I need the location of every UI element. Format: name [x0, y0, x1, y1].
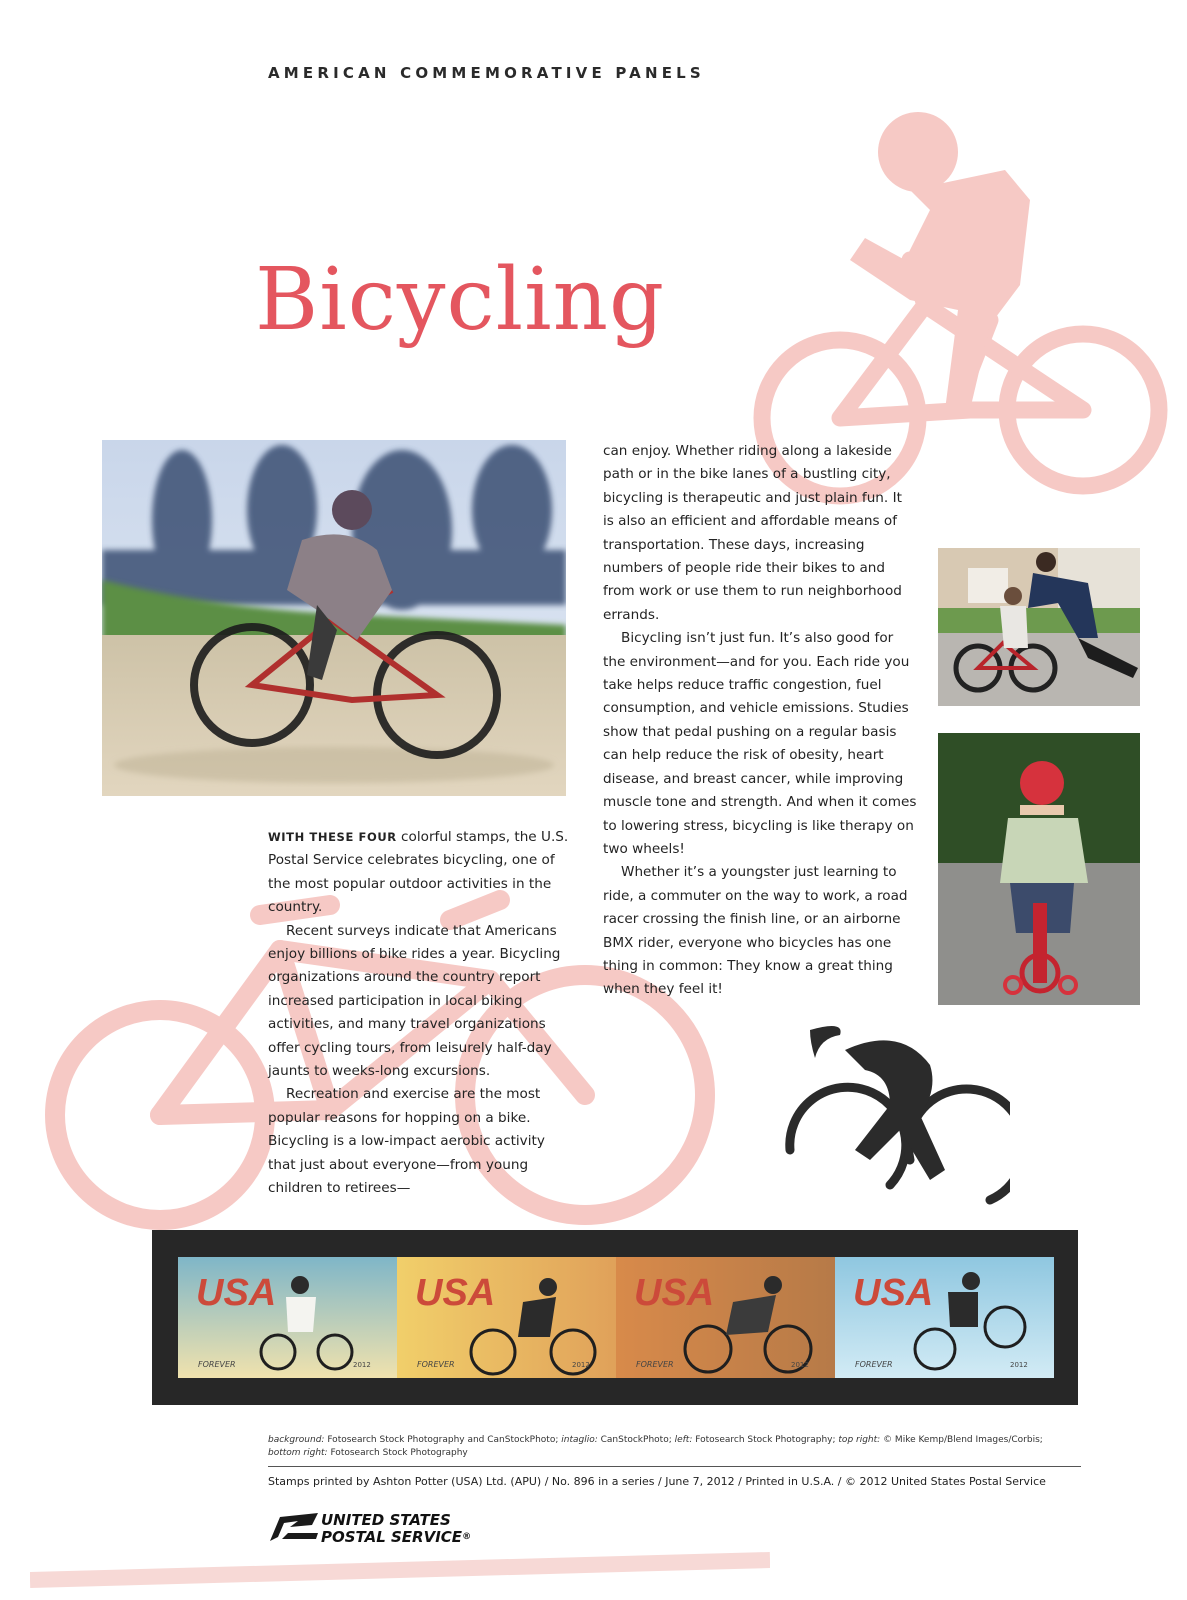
stamp-2-country: USA: [415, 1272, 496, 1314]
stamp-1-denomination: FOREVER: [198, 1360, 236, 1369]
right-paragraph-3: Whether it’s a youngster just learning to ride, a commuter on the way to work, a road racer crossing the finish line, or an airborne BMX rider, everyone who bicycles has one thing in common: They know a great thing when they feel it!: [603, 864, 908, 998]
bottom-right-photo: [938, 733, 1140, 1005]
divider: [268, 1466, 1081, 1467]
stamp-2-year: 2012: [572, 1361, 590, 1369]
print-info: Stamps printed by Ashton Potter (USA) Ltd. (APU) / No. 896 in a series / June 7, 2012 / Printed in U.S.A. / © 2012 United States Postal Service: [268, 1475, 1046, 1488]
stamp-4-denomination: FOREVER: [855, 1360, 893, 1369]
panel-header: AMERICAN COMMEMORATIVE PANELS: [268, 64, 705, 82]
stamp-4-country: USA: [853, 1272, 934, 1314]
stamp-2-denomination: FOREVER: [417, 1360, 455, 1369]
usps-eagle-icon: [268, 1511, 318, 1543]
stamp-1-year: 2012: [353, 1361, 371, 1369]
stamp-3-denomination: FOREVER: [636, 1360, 674, 1369]
main-photo: [102, 440, 566, 796]
usps-wordmark: UNITED STATES POSTAL SERVICE®: [321, 1511, 472, 1546]
right-column-text: [603, 440, 917, 1002]
left-paragraph-1: WITH THESE FOUR colorful stamps, the U.S. Postal Service celebrates bicycling, one of the most popular outdoor activities in the country.: [268, 829, 569, 916]
stamp-strip: [178, 1257, 1054, 1378]
page-title: Bicycling: [255, 250, 666, 350]
right-paragraph-2: Bicycling isn’t just fun. It’s also good for the environment—and for you. Each ride you take helps reduce traffic congestion, fuel consumption, and vehicle emissions. Studies show that pedal pushing on a regular basis can help reduce the risk of obesity, heart disease, and breast cancer, while improving muscle tone and strength. And when it comes to lowering stress, bicycling is like therapy on two wheels!: [603, 630, 917, 857]
top-right-photo: [938, 548, 1140, 706]
lead-small-caps: WITH THESE FOUR: [268, 830, 397, 844]
left-paragraph-2: Recent surveys indicate that Americans enjoy billions of bike rides a year. Bicycling organizations around the country report increased participation in local biking activities, and many travel organizations offer cycling tours, from leisurely half-day jaunts to weeks-long excursions.: [268, 922, 561, 1080]
black-cyclist-icon: [770, 1020, 1010, 1220]
photo-credits: background: Fotosearch Stock Photography and CanStockPhoto; intaglio: CanStockPhoto; left: Fotosearch Stock Photography; top right: © Mike Kemp/Blend Images/Corbis; bottom right: Fotosearch Stock Photography: [268, 1435, 1043, 1458]
stamp-3-year: 2012: [791, 1361, 809, 1369]
stamp-4-year: 2012: [1010, 1361, 1028, 1369]
left-column-text: [268, 826, 570, 1201]
stamp-1-country: USA: [196, 1272, 277, 1314]
left-paragraph-3: Recreation and exercise are the most popular reasons for hopping on a bike. Bicycling is a low-impact aerobic activity that just about everyone—from young children to retirees—: [268, 1086, 545, 1197]
right-paragraph-1: can enjoy. Whether riding along a lakeside path or in the bike lanes of a bustling city, bicycling is therapeutic and just plain fun. It is also an efficient and affordable means of transportation. These days, increasing numbers of people ride their bikes to and from work or use them to run neighborhood errands.: [603, 443, 902, 623]
stamp-3-country: USA: [634, 1272, 715, 1314]
